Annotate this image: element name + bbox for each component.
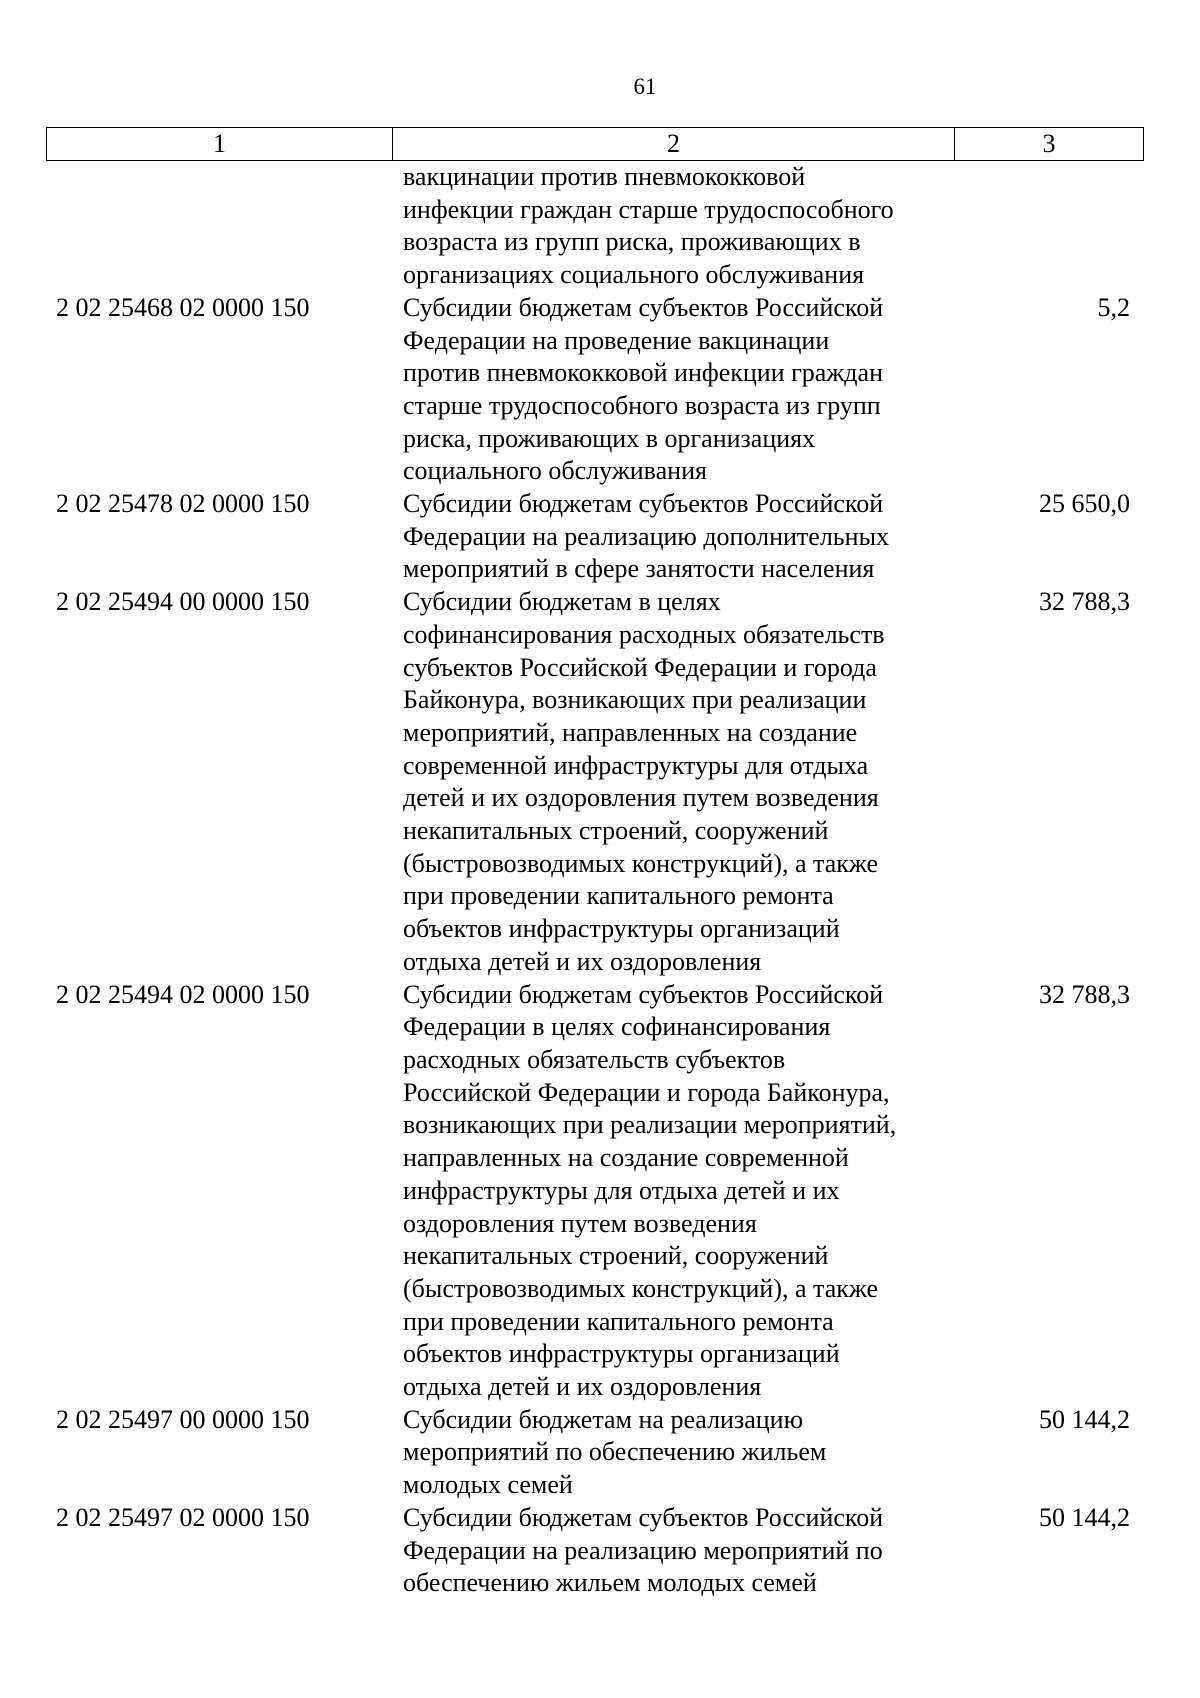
- description-line: отдыха детей и их оздоровления: [403, 1372, 762, 1402]
- description-line: Российской Федерации и города Байконура,: [403, 1077, 890, 1107]
- table-header-row: [47, 128, 1144, 161]
- table-row: [46, 1404, 1140, 1502]
- description-line: против пневмококковой инфекции граждан: [403, 358, 883, 388]
- description-line: (быстровозводимых конструкций), а также: [403, 848, 879, 878]
- description-line: Федерации на реализацию дополнительных: [403, 521, 890, 551]
- description-line: молодых семей: [403, 1470, 573, 1500]
- description-line: социального обслуживания: [403, 456, 707, 486]
- description-line: обеспечению жильем молодых семей: [403, 1568, 817, 1598]
- description-line: Федерации на проведение вакцинации: [403, 325, 830, 355]
- table-row: [46, 979, 1140, 1404]
- description-line: организациях социального обслуживания: [403, 260, 865, 290]
- page-number: 61: [633, 74, 657, 99]
- description-line: Субсидии бюджетам субъектов Российской: [403, 1502, 884, 1532]
- description-line: Субсидии бюджетам субъектов Российской: [403, 292, 884, 322]
- budget-code: 2 02 25468 02 0000 150: [56, 292, 310, 322]
- description-line: софинансирования расходных обязательств: [403, 619, 885, 649]
- description-line: некапитальных строений, сооружений: [403, 1241, 829, 1271]
- description-line: некапитальных строений, сооружений: [403, 816, 829, 846]
- description-line: мероприятий, направленных на создание: [403, 717, 858, 747]
- description-line: Субсидии бюджетам субъектов Российской: [403, 489, 884, 519]
- description-line: субъектов Российской Федерации и города: [403, 652, 877, 682]
- amount: 25 650,0: [1039, 489, 1130, 519]
- description-line: Субсидии бюджетам субъектов Российской: [403, 979, 884, 1009]
- description-line: расходных обязательств субъектов: [403, 1044, 786, 1074]
- income-description: [391, 979, 952, 1404]
- description-line: объектов инфраструктуры организаций: [403, 1339, 840, 1369]
- income-description: [391, 1502, 952, 1600]
- table-body: [46, 161, 1140, 1600]
- amount: 5,2: [1097, 292, 1130, 322]
- budget-code: 2 02 25478 02 0000 150: [56, 489, 310, 519]
- amount: 50 144,2: [1039, 1404, 1130, 1434]
- table-row: [46, 292, 1140, 488]
- income-description: [391, 488, 952, 586]
- amount: [952, 161, 1140, 292]
- description-line: возникающих при реализации мероприятий,: [403, 1110, 897, 1140]
- description-line: возраста из групп риска, проживающих в: [403, 227, 861, 257]
- description-line: (быстровозводимых конструкций), а также: [403, 1273, 879, 1303]
- income-description: [391, 292, 952, 488]
- description-line: вакцинации против пневмококковой: [403, 162, 806, 191]
- description-line: риска, проживающих в организациях: [403, 423, 816, 453]
- description-line: Байконура, возникающих при реализации: [403, 685, 867, 715]
- description-line: детей и их оздоровления путем возведения: [403, 783, 879, 813]
- description-line: объектов инфраструктуры организаций: [403, 914, 840, 944]
- budget-code: 2 02 25494 00 0000 150: [56, 587, 310, 617]
- header-col-1: 1: [47, 128, 393, 161]
- amount: 32 788,3: [1039, 587, 1130, 617]
- income-description: [391, 161, 952, 292]
- description-line: Федерации в целях софинансирования: [403, 1012, 831, 1042]
- table-row: [46, 586, 1140, 978]
- income-description: [391, 1404, 952, 1502]
- header-col-2: 2: [393, 128, 955, 161]
- income-description: [391, 586, 952, 978]
- description-line: при проведении капитального ремонта: [403, 881, 834, 911]
- description-line: Субсидии бюджетам на реализацию: [403, 1404, 804, 1434]
- table-row: [46, 161, 1140, 292]
- description-line: оздоровления путем возведения: [403, 1208, 757, 1238]
- budget-code: 2 02 25494 02 0000 150: [56, 979, 310, 1009]
- amount: 50 144,2: [1039, 1502, 1130, 1532]
- amount: 32 788,3: [1039, 979, 1130, 1009]
- table-header: [46, 127, 1144, 161]
- description-line: при проведении капитального ремонта: [403, 1306, 834, 1336]
- description-line: Федерации на реализацию мероприятий по: [403, 1535, 883, 1565]
- budget-code: [46, 161, 391, 292]
- description-line: направленных на создание современной: [403, 1143, 849, 1173]
- budget-code: 2 02 25497 02 0000 150: [56, 1502, 310, 1532]
- table-row: [46, 1502, 1140, 1600]
- header-col-3: 3: [955, 128, 1144, 161]
- description-line: инфраструктуры для отдыха детей и их: [403, 1175, 840, 1205]
- description-line: отдыха детей и их оздоровления: [403, 946, 762, 976]
- description-line: мероприятий по обеспечению жильем: [403, 1437, 827, 1467]
- description-line: Субсидии бюджетам в целях: [403, 587, 721, 617]
- table-row: [46, 488, 1140, 586]
- description-line: инфекции граждан старше трудоспособного: [403, 194, 894, 224]
- description-line: современной инфраструктуры для отдыха: [403, 750, 869, 780]
- description-line: старше трудоспособного возраста из групп: [403, 390, 881, 420]
- budget-code: 2 02 25497 00 0000 150: [56, 1404, 310, 1434]
- description-line: мероприятий в сфере занятости населения: [403, 554, 875, 584]
